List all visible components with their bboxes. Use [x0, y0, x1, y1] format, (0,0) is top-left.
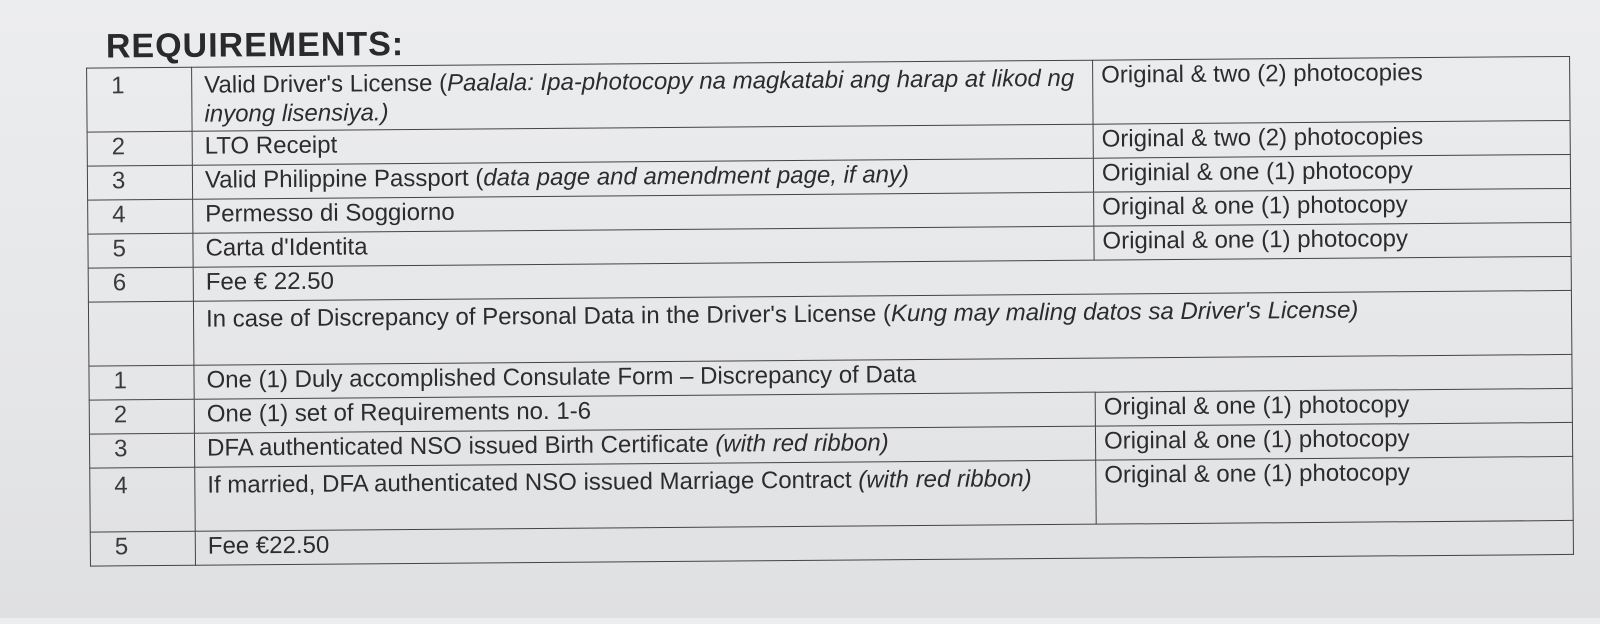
discrepancy-heading: In case of Discrepancy of Personal Data in the Driver's License (Kung may maling datos sa Driver's License)	[193, 290, 1571, 365]
row-number: 2	[87, 131, 192, 166]
requirement-text: Permesso di Soggiorno	[193, 192, 1094, 233]
requirement-text: Valid Driver's License (Paalala: Ipa-photocopy na magkatabi ang harap at likod ng inyong lisensiya.)	[192, 60, 1093, 131]
table-row	[90, 456, 1573, 532]
row-number: 2	[89, 399, 194, 434]
row-number: 4	[88, 199, 193, 234]
row-number: 3	[89, 433, 194, 468]
copies-note: Originial & one (1) photocopy	[1093, 154, 1570, 192]
row-number: 1	[87, 67, 192, 132]
requirement-text: Valid Philippine Passport (data page and amendment page, if any)	[192, 158, 1093, 199]
page-title: REQUIREMENTS:	[105, 25, 405, 66]
copies-note: Original & one (1) photocopy	[1094, 188, 1571, 226]
row-number: 3	[87, 165, 192, 200]
row-number: 5	[90, 531, 195, 566]
copies-note: Original & one (1) photocopy	[1094, 222, 1571, 260]
row-number	[88, 301, 193, 366]
copies-note: Original & one (1) photocopy	[1095, 422, 1572, 460]
requirement-text: Fee € 22.50	[193, 256, 1571, 301]
copies-note: Original & one (1) photocopy	[1096, 456, 1573, 524]
copies-note: Original & one (1) photocopy	[1095, 388, 1572, 426]
table-row	[88, 290, 1571, 366]
requirement-text: LTO Receipt	[192, 124, 1093, 165]
requirement-text: Fee €22.50	[195, 520, 1573, 565]
table-row	[87, 56, 1570, 132]
requirement-text: DFA authenticated NSO issued Birth Certificate (with red ribbon)	[194, 426, 1095, 467]
requirement-text: One (1) Duly accomplished Consulate Form – Discrepancy of Data	[194, 354, 1572, 399]
row-number: 5	[88, 233, 193, 268]
requirement-text: Carta d'Identita	[193, 226, 1094, 267]
row-number: 6	[88, 267, 193, 302]
copies-note: Original & two (2) photocopies	[1093, 56, 1570, 124]
requirement-text: If married, DFA authenticated NSO issued Marriage Contract (with red ribbon)	[195, 460, 1096, 531]
row-number: 1	[89, 365, 194, 400]
requirement-text: One (1) set of Requirements no. 1-6	[194, 392, 1095, 433]
copies-note: Original & two (2) photocopies	[1093, 120, 1570, 158]
row-number: 4	[90, 467, 195, 532]
requirements-table	[86, 56, 1574, 567]
